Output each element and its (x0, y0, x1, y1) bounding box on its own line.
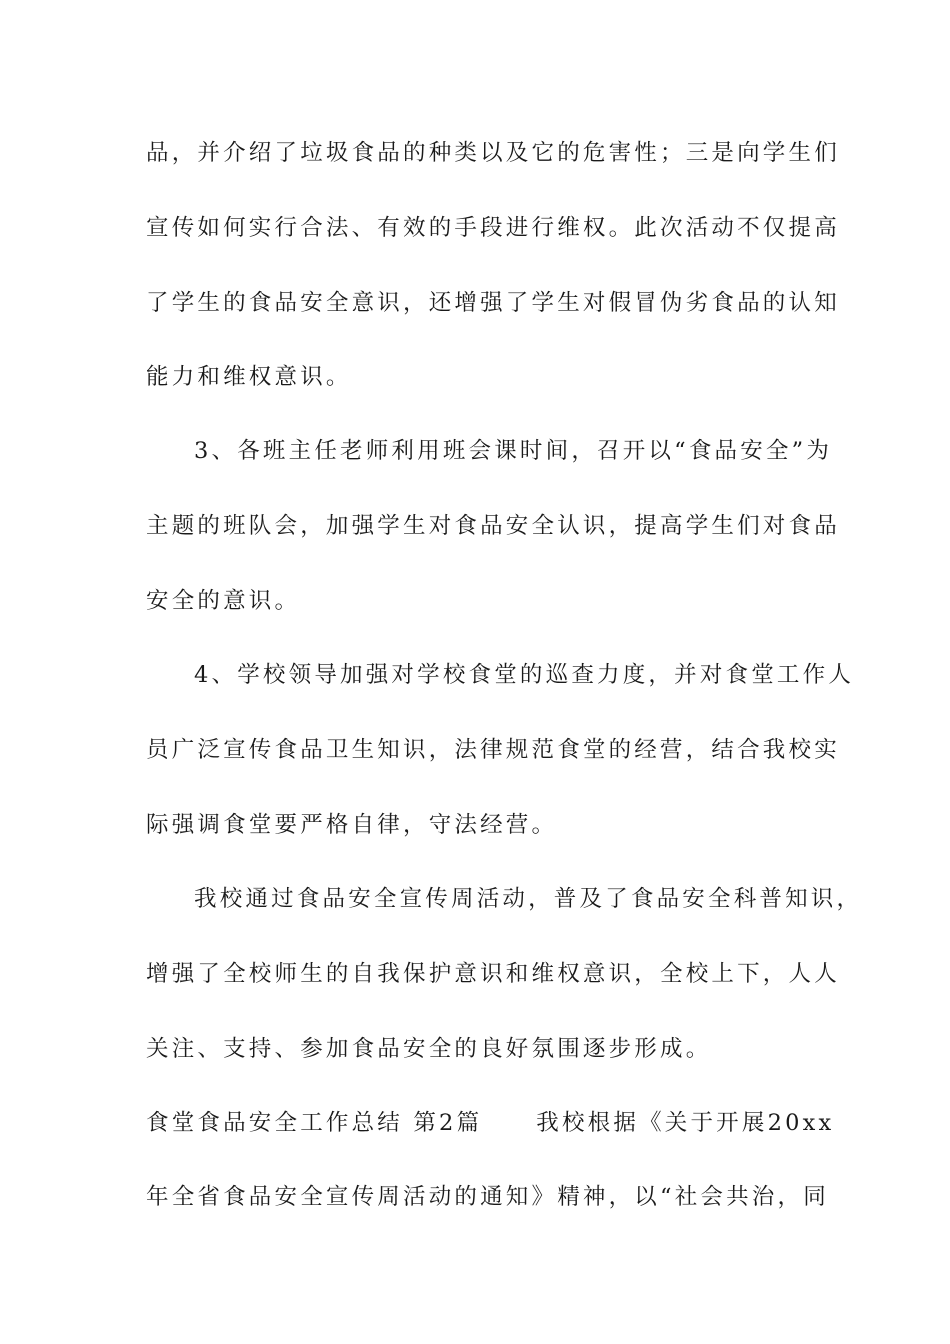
text-line: 我校通过食品安全宣传周活动，普及了食品安全科普知识， (194, 886, 863, 912)
text-line: 宣传如何实行合法、有效的手段进行维权。此次活动不仅提高 (146, 215, 840, 241)
text-line: 能力和维权意识。 (146, 364, 352, 390)
text-line: 主题的班队会，加强学生对食品安全认识，提高学生们对食品 (146, 513, 840, 539)
text-line: 了学生的食品安全意识，还增强了学生对假冒伪劣食品的认知 (146, 290, 840, 316)
text-line: 关注、支持、参加食品安全的良好氛围逐步形成。 (146, 1036, 712, 1062)
text-line: 4、学校领导加强对学校食堂的巡查力度，并对食堂工作人 (194, 662, 855, 688)
text-line: 3、各班主任老师利用班会课时间，召开以“食品安全”为 (194, 438, 833, 464)
section-heading-line (146, 1108, 835, 1138)
text-line: 际强调食堂要严格自律，守法经营。 (146, 812, 558, 838)
text-line: 安全的意识。 (146, 588, 301, 614)
text-line: 年全省食品安全宣传周活动的通知》精神，以“社会共治，同 (146, 1184, 829, 1210)
text-line: 员广泛宣传食品卫生知识，法律规范食堂的经营，结合我校实 (146, 737, 840, 763)
text-line: 品，并介绍了垃圾食品的种类以及它的危害性；三是向学生们 (146, 140, 840, 166)
section-first-line: 我校根据《关于开展20xx (536, 1110, 835, 1136)
section-heading: 食堂食品安全工作总结 第2篇 (146, 1110, 483, 1136)
text-line: 增强了全校师生的自我保护意识和维权意识，全校上下，人人 (146, 961, 840, 987)
